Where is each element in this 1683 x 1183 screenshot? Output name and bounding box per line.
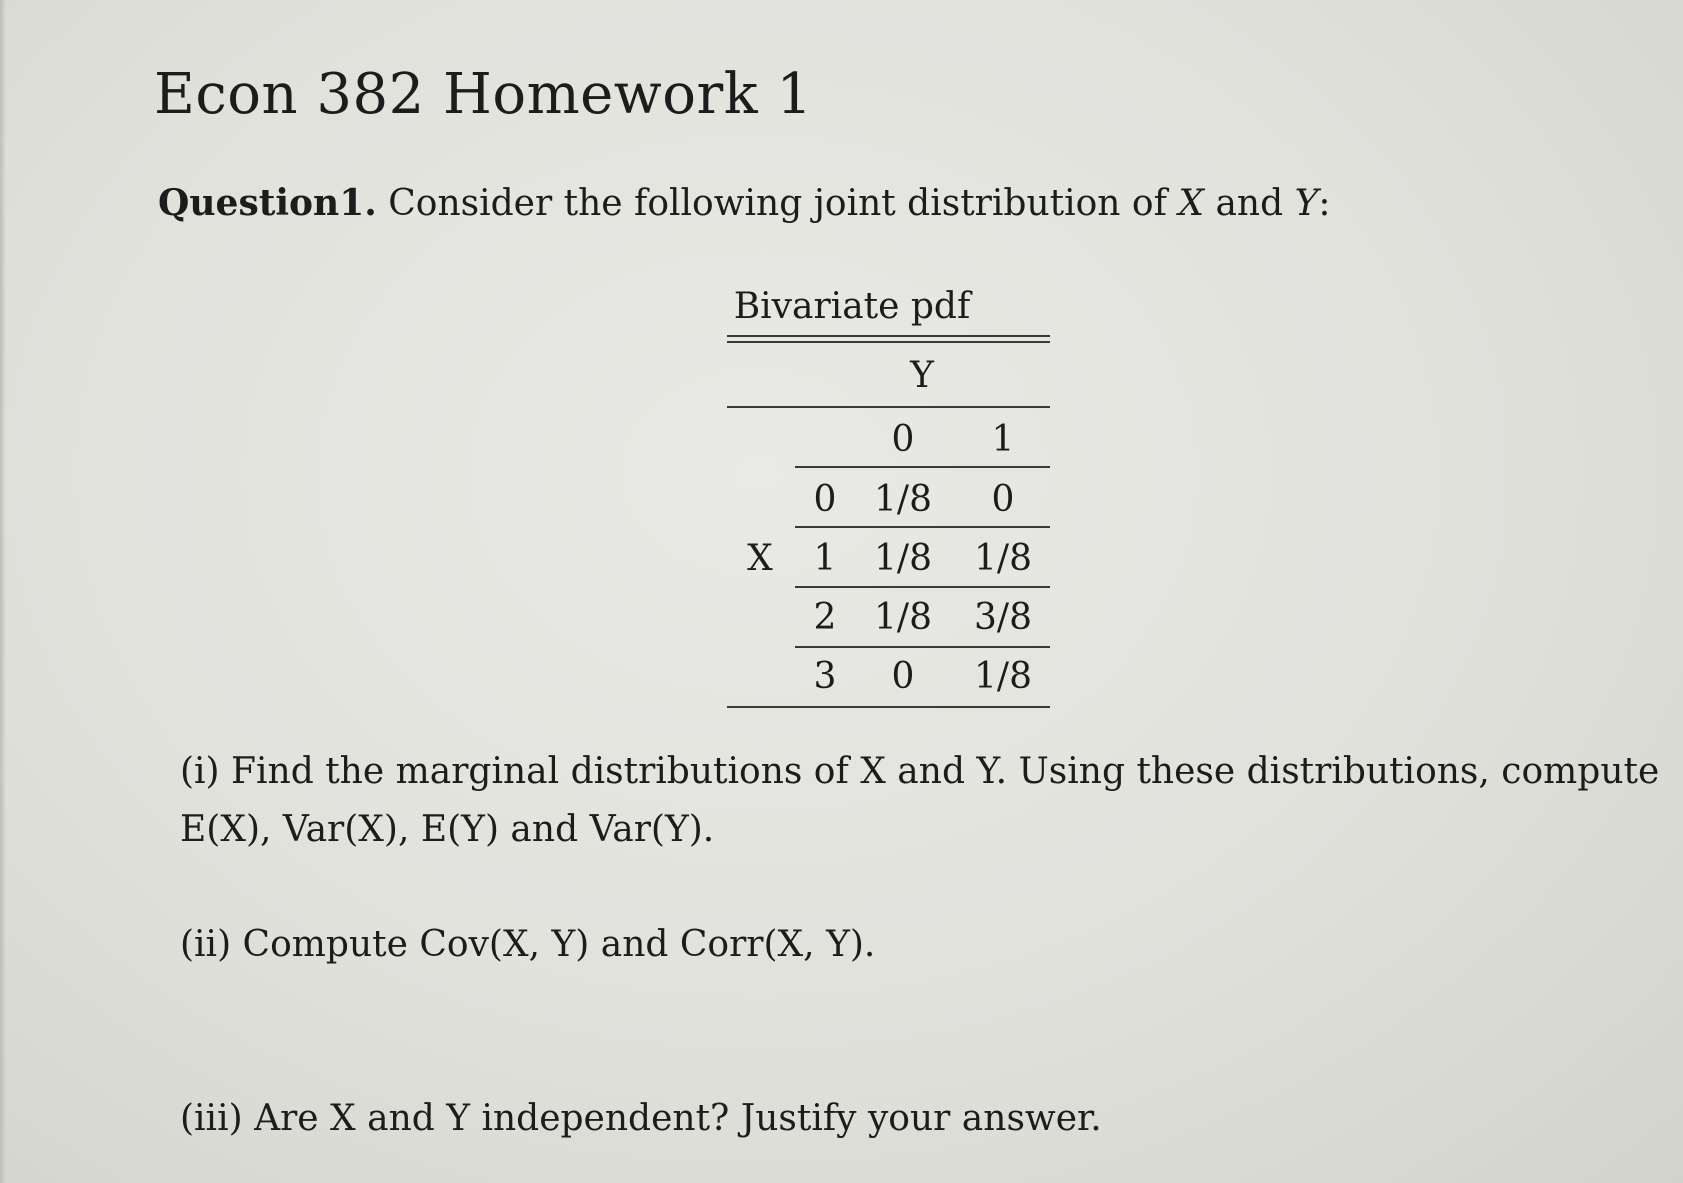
row-rule xyxy=(795,646,1050,648)
subheader-rule xyxy=(795,466,1050,468)
part-iii: (iii) Are X and Y independent? Justify your answer. xyxy=(180,1098,1102,1139)
row-x-value: 0 xyxy=(813,479,837,520)
row-rule xyxy=(795,526,1050,528)
column-variable-label: Y xyxy=(910,355,934,396)
cell-x1-y1: 1/8 xyxy=(974,538,1032,579)
cell-x0-y0: 1/8 xyxy=(874,479,932,520)
cell-x0-y1: 0 xyxy=(991,479,1015,520)
cell-x2-y0: 1/8 xyxy=(874,597,932,638)
question-1-prompt xyxy=(158,182,1331,224)
question-and: and xyxy=(1215,183,1284,224)
table-top-rule-1 xyxy=(727,335,1050,337)
table-bottom-rule xyxy=(727,706,1050,708)
part-i-line-1: (i) Find the marginal distributions of X and Y. Using these distributions, compute xyxy=(180,751,1660,792)
document-title: Econ 382 Homework 1 xyxy=(154,62,813,127)
row-rule xyxy=(795,586,1050,588)
cell-x2-y1: 3/8 xyxy=(974,597,1032,638)
cell-x1-y0: 1/8 xyxy=(874,538,932,579)
part-i-line-2: E(X), Var(X), E(Y) and Var(Y). xyxy=(180,809,715,850)
row-x-value: 3 xyxy=(813,656,837,697)
row-variable-label: X xyxy=(747,538,773,579)
part-ii: (ii) Compute Cov(X, Y) and Corr(X, Y). xyxy=(180,924,876,965)
row-x-value: 1 xyxy=(813,538,837,579)
table-caption: Bivariate pdf xyxy=(733,286,971,327)
question-var-x: X xyxy=(1178,183,1205,224)
row-x-value: 2 xyxy=(813,597,837,638)
table-top-rule-2 xyxy=(727,341,1050,343)
header-rule xyxy=(727,406,1050,408)
page-edge xyxy=(0,0,6,1183)
question-text: Consider the following joint distribution of xyxy=(388,183,1167,224)
question-var-y: Y xyxy=(1294,183,1319,224)
question-colon: : xyxy=(1318,183,1331,224)
cell-x3-y0: 0 xyxy=(891,656,915,697)
cell-x3-y1: 1/8 xyxy=(974,656,1032,697)
question-label: Question1. xyxy=(158,182,377,224)
column-header-y0: 0 xyxy=(891,419,915,460)
column-header-y1: 1 xyxy=(991,419,1015,460)
